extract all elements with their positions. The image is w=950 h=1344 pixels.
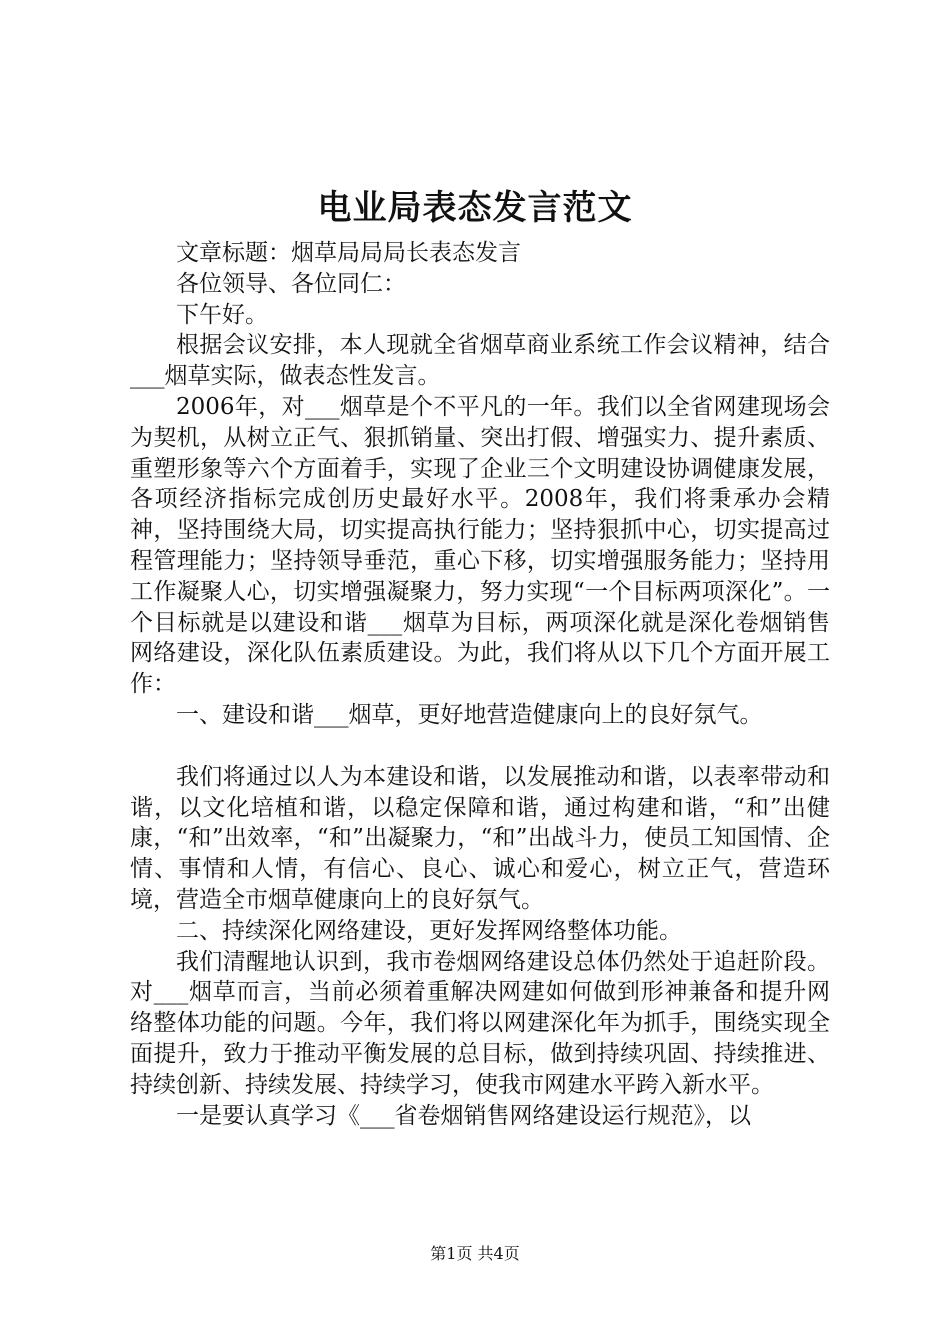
document-title: 电业局表态发言范文 (317, 188, 633, 228)
paragraph-section-2: 我们清醒地认识到，我市卷烟网络建设总体仍然处于追赶阶段。对___烟草而言，当前必须着重解决网建如何做到形神兼备和提升网络整体功能的问题。今年，我们将以网建深化年为抓手，围绕实现全面提升，致力于推动平衡发展的总目标，做到持续巩固、持续推进、持续创新、持续发展、持续学习，使我市网建水平跨入新水平。 (130, 948, 830, 1098)
section-heading-1: 一、建设和谐___烟草，更好地营造健康向上的良好氛气。 (176, 701, 763, 728)
paragraph-salutation: 各位领导、各位同仁： (176, 270, 406, 297)
paragraph-intro: 根据会议安排，本人现就全省烟草商业系统工作会议精神，结合___烟草实际，做表态性发言。 (130, 332, 830, 390)
paragraph-article-title: 文章标题：烟草局局局长表态发言 (176, 240, 521, 266)
paragraph-review: 2006年，对___烟草是个不平凡的一年。我们以全省网建现场会为契机，从树立正气、狠抓销量、突出打假、增强实力、提升素质、重塑形象等六个方面着手，实现了企业三个文明建设协调健康发展，各项经济指标完成创历史最好水平。2008年，我们将秉承办会精神，坚持围绕大局，切实提高执行能力；坚持狠抓中心，切实提高过程管理能力；坚持领导垂范，重心下移，切实增强服务能力；坚持用工作凝聚人心，切实增强凝聚力，努力实现“一个目标两项深化”。一个目标就是以建设和谐___烟草为目标，两项深化就是深化卷烟销售网络建设，深化队伍素质建设。为此，我们将从以下几个方面开展工作： (130, 393, 830, 698)
paragraph-greeting: 下午好。 (176, 301, 268, 328)
section-heading-2: 二、持续深化网络建设，更好发挥网络整体功能。 (176, 917, 682, 944)
document-body (130, 238, 830, 1131)
paragraph-section-1: 我们将通过以人为本建设和谐，以发展推动和谐，以表率带动和谐，以文化培植和谐，以稳定保障和谐，通过构建和谐，“和”出健康，“和”出效率，“和”出凝聚力，“和”出战斗力，使员工知国情、企情、事情和人情，有信心、良心、诚心和爱心，树立正气，营造环境，营造全市烟草健康向上的良好氛气。 (130, 763, 830, 913)
paragraph-point-1: 一是要认真学习《___省卷烟销售网络建设运行规范》，以 (176, 1102, 751, 1129)
page-footer: 第1页 共4页 (430, 1244, 520, 1263)
